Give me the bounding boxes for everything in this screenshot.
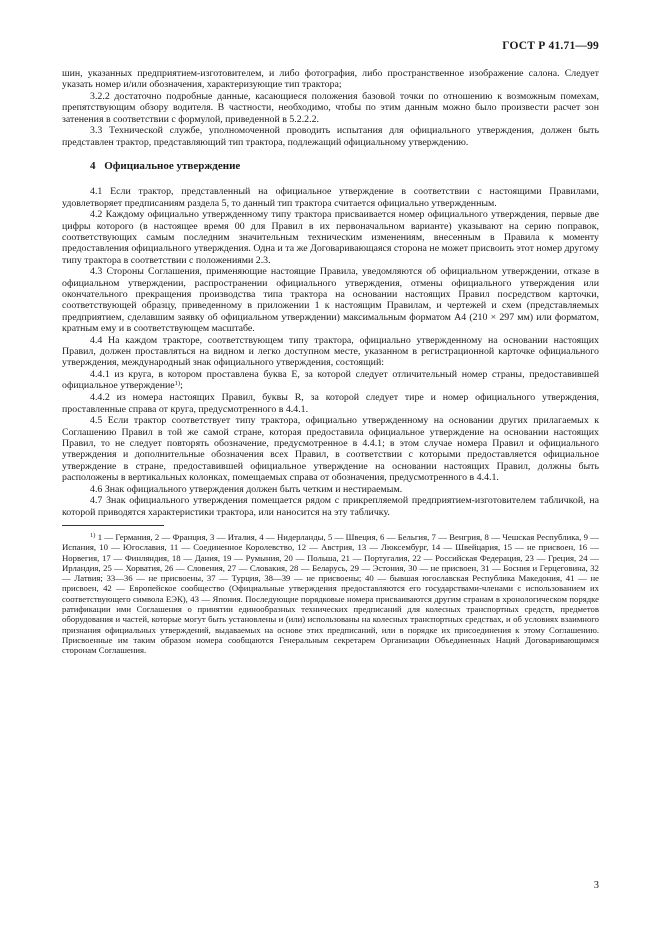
paragraph-4-4-2: 4.4.2 из номера настоящих Правил, буквы R, за которой следует тире и номер официального утверждения, проставленные справа от круга, предусмотренного в 4.4.1.	[62, 392, 599, 415]
standard-code-header: ГОСТ Р 41.71—99	[502, 40, 599, 52]
paragraph-4-5: 4.5 Если трактор соответствует типу трактора, официально утвержденному на основании других прилагаемых к Соглашению Правил в той же самой стране, которая предоставила официальное утверждение на основании настоящих Правил, то не следует повторять обозначение, предусмотренное в 4.4.1; в этом случае номера Правил и официального утверждения и дополнительные обозначения всех Правил, в соответствии с которыми предоставляется официальное утверждение в стране, предоставившей официальное утверждение на основании настоящих Правил, должны быть расположены в вертикальных колонках, помещаемых справа от обозначения, предусмотренного в 4.4.1.	[62, 415, 599, 483]
footnote-text: 1 — Германия, 2 — Франция, 3 — Италия, 4 — Нидерланды, 5 — Швеция, 6 — Бельгия, 7 — Венгрия, 8 — Чешская Республика, 9 — Испания, 10 — Югославия, 11 — Соединенное Королевство, 12 — Австрия, 13 — Люксембург, 14 — Швейцария, 15 — не присвоен, 16 — Норвегия, 17 — Финляндия, 18 — Дания, 19 — Румыния, 20 — Польша, 21 — Португалия, 22 — Российская Федерация, 23 — Греция, 24 — Ирландия, 25 — Хорватия, 26 — Словения, 27 — Словакия, 28 — Беларусь, 29 — Эстония, 30 — не присвоен, 31 — Босния и Герцеговина, 32 — Латвия; 33—36 — не присвоены, 37 — Турция, 38—39 — не присвоены; 40 — бывшая югославская Республика Македония, 41 — не присвоен, 42 — Европейское сообщество (Официальные утверждения предоставляются его государствами-членами с использованием их соответствующего символа ЕЭК), 43 — Япония. Последующие порядковые номера присваиваются другим странам в хронологическом порядке ратификации ими Соглашения о принятии единообразных технических предписаний для колесных транспортных средств, предметов оборудования и частей, которые могут быть установлены и (или) использованы на колесных транспортных средствах, и об условиях взаимного признания официальных утверждений, выдаваемых на основе этих предписаний, или в порядке их присоединения к этому Соглашению. Присвоенные им таким образом номера сообщаются Генеральным секретарем Организации Объединенных Наций Договаривающимся сторонам Соглашения.	[62, 531, 599, 656]
paragraph-continuation: шин, указанных предприятием-изготовителем, и либо фотография, либо пространственное изображение салона. Следует указать номер и/или обозначения, характеризующие тип трактора;	[62, 68, 599, 91]
paragraph-4-7: 4.7 Знак официального утверждения помещается рядом с прикрепляемой предприятием-изготовителем табличкой, на которой приводятся характеристики трактора, или наносится на эту табличку.	[62, 495, 599, 518]
footnote-marker: 1)	[90, 531, 96, 539]
footnote-reference: 1)	[174, 380, 181, 388]
paragraph-4-1: 4.1 Если трактор, представленный на официальное утверждение в соответствии с настоящими Правилами, удовлетворяет предписаниям раздела 5, то данный тип трактора считается официально утвержденным.	[62, 186, 599, 209]
paragraph-4-4: 4.4 На каждом тракторе, соответствующем типу трактора, официально утвержденному на основании настоящих Правил, должен проставляться на видном и легко доступном месте, указанном в регистрационной карточке официального утверждения, международный знак официального утверждения, состоящий:	[62, 334, 599, 369]
paragraph-4-6: 4.6 Знак официального утверждения должен быть четким и нестираемым.	[90, 483, 403, 495]
footnote-divider	[62, 525, 164, 526]
section-title-text: Официальное утверждение	[104, 160, 241, 173]
paragraph-3-2-2: 3.2.2 достаточно подробные данные, касающиеся положения базовой точки по отношению к возможным помехам, препятствующим обзору водителя. В частности, необходимо, чтобы по этим данным можно было произвести расчет зон затенения в соответствии с формулой, приведенной в 5.2.2.2.	[62, 91, 599, 125]
page-number: 3	[593, 880, 599, 891]
paragraph-4-4-1	[62, 369, 599, 392]
document-body	[62, 68, 599, 656]
paragraph-3-3: 3.3 Технической службе, уполномоченной проводить испытания для официального утверждения, должен быть представлен трактор, представляющий тип трактора, подлежащий официальному утверждению.	[62, 125, 599, 148]
paragraph-4-3: 4.3 Стороны Соглашения, применяющие настоящие Правила, уведомляются об официальном утверждении, отказе в официальном утверждении, распространении официального утверждения, отмены официального утверждения или окончательного прекращения производства типа трактора на основании настоящих Правил посредством карточки, соответствующей образцу, приведенному в приложении 1 к настоящим Правилам, и чертежей и схем (представляемых предприятием, сделавшим заявку об официальном утверждении) максимальным форматом А4 (210 × 297 мм) или форматом, кратным ему и в соответствующем масштабе.	[62, 266, 599, 334]
section-heading	[90, 161, 599, 172]
paragraph-4-2: 4.2 Каждому официально утвержденному типу трактора присваивается номер официального утверждения, первые две цифры которого (в настоящее время 00 для Правил в их первоначальном варианте) указывают на серию поправок, соответствующих самым последним значительным техническим изменениям, внесенным в Правила к моменту предоставления официального утверждения. Одна и та же Договаривающаяся сторона не может присвоить этот номер другому типу трактора в соответствии с положениями 2.3.	[62, 209, 599, 266]
paragraph-4-4-1-tail: ;	[180, 380, 183, 392]
footnote	[62, 532, 599, 656]
paragraph-4-4-1-text: 4.4.1 из круга, в котором проставлена буква Е, за которой следует отличительный номер страны, предоставившей официальное утверждение	[62, 369, 599, 392]
section-number: 4	[90, 160, 96, 173]
